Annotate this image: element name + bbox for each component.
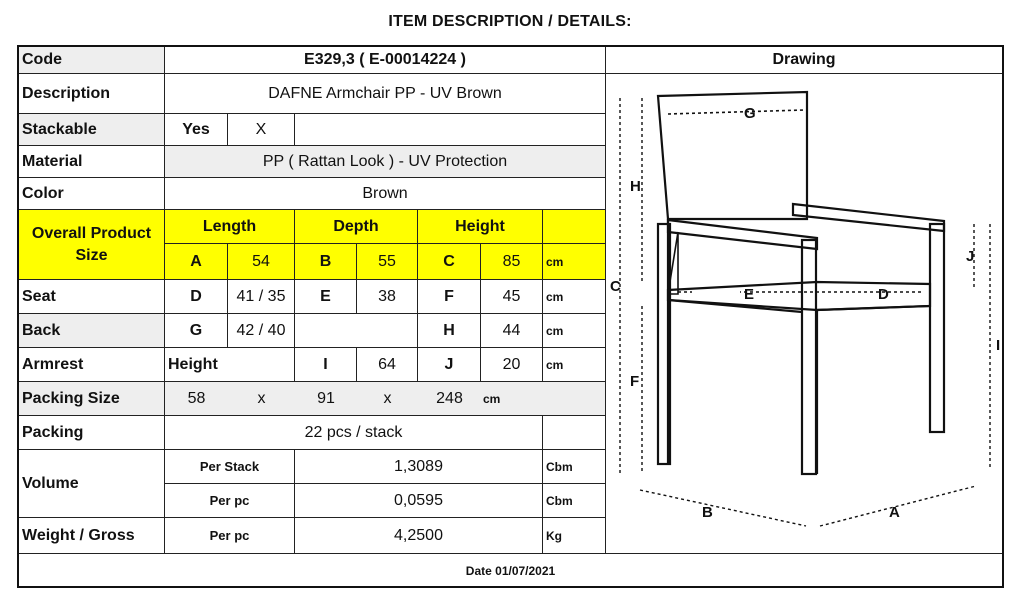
- letter-f: F: [418, 280, 481, 314]
- chair-seat: [668, 282, 930, 310]
- label-weight: Weight / Gross: [19, 518, 165, 553]
- label-material: Material: [19, 146, 165, 178]
- value-armrest-i: 64: [357, 348, 418, 382]
- letter-e: E: [295, 280, 357, 314]
- volume-per-stack-label: Per Stack: [165, 450, 295, 484]
- label-code: Code: [19, 47, 165, 74]
- value-stackable-mark: X: [228, 114, 295, 146]
- drawing-label-a: A: [889, 504, 900, 521]
- unit-back: cm: [543, 314, 606, 348]
- drawing-label-e: E: [744, 286, 755, 303]
- label-description: Description: [19, 74, 165, 114]
- value-depth: 55: [357, 244, 418, 280]
- value-seat-e: 38: [357, 280, 418, 314]
- letter-c: C: [418, 244, 481, 280]
- dim-line-b: [640, 490, 806, 526]
- back-empty-cell: [295, 314, 418, 348]
- label-overall-size: [19, 210, 165, 280]
- value-packing: 22 pcs / stack: [165, 416, 543, 450]
- volume-per-stack-value: 1,3089: [295, 450, 543, 484]
- unit-armrest: cm: [543, 348, 606, 382]
- value-length: 54: [228, 244, 295, 280]
- value-color: Brown: [165, 178, 606, 210]
- front-right-leg: [930, 224, 944, 432]
- letter-a: A: [165, 244, 228, 280]
- letter-d: D: [165, 280, 228, 314]
- document-title: ITEM DESCRIPTION / DETAILS:: [388, 13, 632, 30]
- letter-j: J: [418, 348, 481, 382]
- label-packing-size: Packing Size: [19, 382, 165, 416]
- packing-size-depth: 91: [295, 382, 357, 416]
- unit-seat: cm: [543, 280, 606, 314]
- drawing-divider: [605, 74, 606, 553]
- packing-size-times-2: x: [357, 382, 418, 416]
- label-packing: Packing: [19, 416, 165, 450]
- value-code: E329,3 ( E-00014224 ): [165, 47, 606, 74]
- label-back: Back: [19, 314, 165, 348]
- value-seat-d: 41 / 35: [228, 280, 295, 314]
- drawing-header-rule: [606, 73, 1002, 74]
- drawing-label-c: C: [610, 278, 621, 295]
- value-back-h: 44: [481, 314, 543, 348]
- letter-g: G: [165, 314, 228, 348]
- packing-size-height: 248: [418, 382, 481, 416]
- value-back-g: 42 / 40: [228, 314, 295, 348]
- drawing-label-f: F: [630, 373, 640, 390]
- drawing-label-b: B: [702, 504, 713, 521]
- drawing-label-g: G: [744, 105, 756, 122]
- letter-i: I: [295, 348, 357, 382]
- label-stackable: Stackable: [19, 114, 165, 146]
- weight-value: 4,2500: [295, 518, 543, 553]
- unit-weight: Kg: [543, 518, 606, 553]
- volume-per-pc-value: 0,0595: [295, 484, 543, 518]
- packing-size-times-1: x: [228, 382, 295, 416]
- left-armrest-top: [668, 220, 817, 249]
- header-length: Length: [165, 210, 295, 244]
- unit-volume-pc: Cbm: [543, 484, 606, 518]
- packing-empty-cell: [543, 416, 606, 450]
- stackable-empty-cell: [295, 114, 606, 146]
- drawing-label-j: J: [966, 248, 975, 265]
- value-seat-f: 45: [481, 280, 543, 314]
- letter-h: H: [418, 314, 481, 348]
- weight-per-pc-label: Per pc: [165, 518, 295, 553]
- packing-size-width: 58: [165, 382, 228, 416]
- drawing-header: Drawing: [606, 47, 1002, 74]
- value-armrest-j: 20: [481, 348, 543, 382]
- label-armrest: Armrest: [19, 348, 165, 382]
- drawing-label-h: H: [630, 178, 641, 195]
- back-top-dashed: [668, 110, 804, 114]
- value-description: DAFNE Armchair PP - UV Brown: [165, 74, 606, 114]
- label-color: Color: [19, 178, 165, 210]
- value-stackable-yes: Yes: [165, 114, 228, 146]
- value-height: 85: [481, 244, 543, 280]
- armrest-height-label: Height: [165, 348, 295, 382]
- volume-per-pc-label: Per pc: [165, 484, 295, 518]
- letter-b: B: [295, 244, 357, 280]
- label-overall-line2: Size: [75, 246, 108, 264]
- label-volume: Volume: [19, 450, 165, 518]
- date-footer: Date 01/07/2021: [19, 553, 1002, 587]
- drawing-label-d: D: [878, 286, 889, 303]
- label-overall-line1: Overall Product: [31, 224, 152, 242]
- drawing-label-i: I: [996, 337, 1001, 354]
- value-material: PP ( Rattan Look ) - UV Protection: [165, 146, 606, 178]
- unit-volume-stack: Cbm: [543, 450, 606, 484]
- front-left-leg: [802, 240, 816, 474]
- chair-drawing: [606, 74, 1002, 547]
- header-height: Height: [418, 210, 543, 244]
- unit-packing-size: cm: [481, 382, 606, 416]
- header-depth: Depth: [295, 210, 418, 244]
- header-unit-empty: [543, 210, 606, 244]
- details-table: [17, 45, 1004, 588]
- label-seat: Seat: [19, 280, 165, 314]
- unit-overall: cm: [543, 244, 606, 280]
- right-armrest-top: [793, 204, 944, 231]
